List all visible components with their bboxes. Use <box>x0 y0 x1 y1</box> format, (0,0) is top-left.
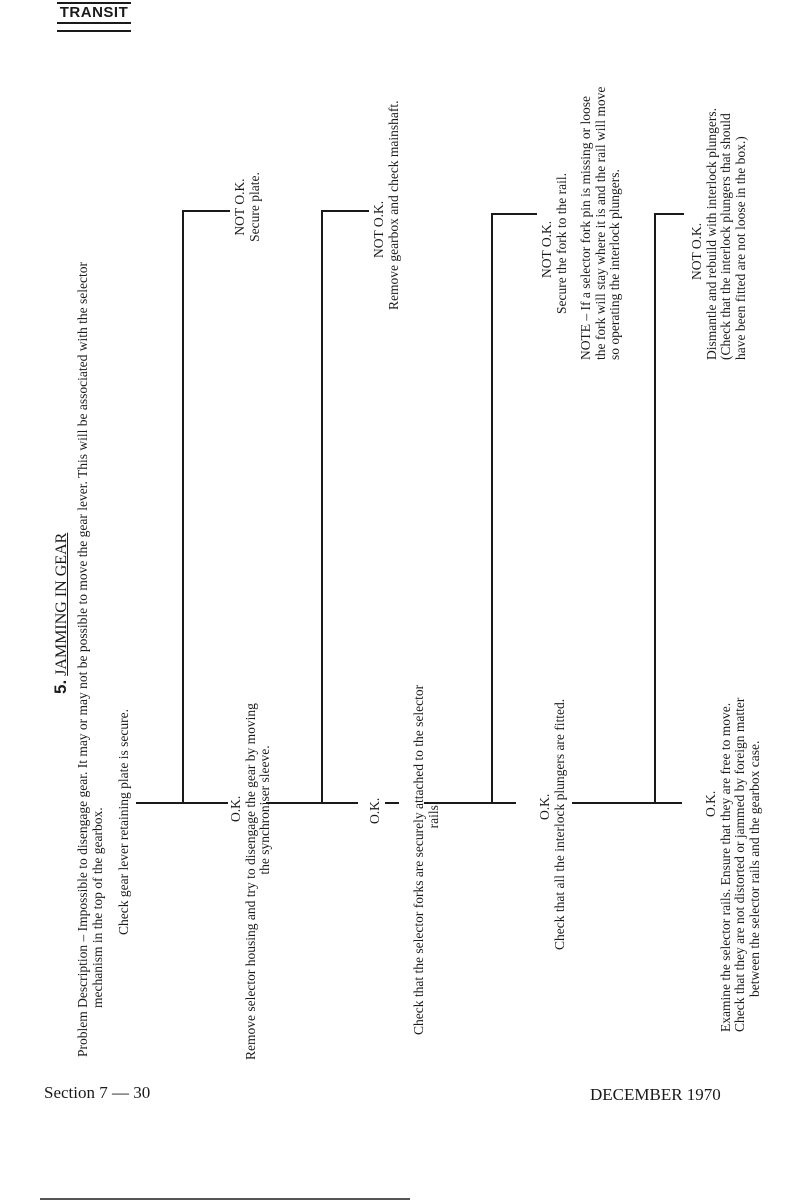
step-4-not-ok <box>690 40 748 360</box>
step-2-check-line-2: the synchroniser sleeve. <box>257 745 272 875</box>
connector-v <box>491 213 493 804</box>
step-5-check-line-3: between the selector rails and the gearbox case. <box>746 740 762 997</box>
problem-description <box>76 157 105 1057</box>
not-ok-action: Secure the fork to the rail. <box>553 173 569 314</box>
connector-h <box>491 213 537 215</box>
note-line-2: the fork will stay where it is and the rail will move <box>592 86 608 360</box>
section-heading <box>52 533 71 694</box>
connector-v <box>654 213 656 804</box>
not-ok-action-line-2: (Check that the interlock plungers that should <box>718 113 733 360</box>
connector-h <box>182 210 230 212</box>
problem-line-2: mechanism in the top of the gearbox. <box>89 807 105 1008</box>
step-1-not-ok <box>233 152 262 262</box>
step-5-ok <box>704 592 762 1032</box>
not-ok-label: NOT O.K. <box>371 200 386 258</box>
ok-label: O.K. <box>537 793 552 820</box>
step-3-not-ok <box>540 20 623 360</box>
step-1-check <box>117 709 132 935</box>
connector-v <box>182 210 184 804</box>
not-ok-label: NOT O.K. <box>232 178 247 236</box>
brand-rule-bottom <box>57 30 131 32</box>
note-line-3: so operating the interlock plungers. <box>607 169 622 360</box>
brand-header <box>57 2 131 32</box>
problem-line-1: Problem Description – Impossible to disengage gear. It may or may not be possible to move the gear lever. This will be associated with the selector <box>75 262 90 1057</box>
brand-title: TRANSIT <box>59 4 129 21</box>
ok-label: O.K. <box>367 797 382 824</box>
step-5-check-line-2: Check that they are not distorted or jammed by foreign matter <box>732 697 747 1032</box>
step-3-check-line-1: Check that the selector forks are securely attached to the selector <box>411 684 426 1035</box>
ok-label: O.K. <box>228 795 243 822</box>
section-title: JAMMING IN GEAR <box>53 532 70 676</box>
step-3-check <box>412 595 441 1035</box>
step-3-check-line-2: rails. <box>425 801 441 829</box>
brand-rule-mid <box>57 22 131 24</box>
step-5-check-line-1: Examine the selector rails. Ensure that they are free to move. <box>717 702 733 1032</box>
connector-h <box>654 213 684 215</box>
section-number: 5. <box>51 679 70 694</box>
step-2-ok <box>229 560 273 1060</box>
connector-h <box>385 802 399 804</box>
not-ok-action-line-3: have been fitted are not loose in the box.) <box>732 136 748 360</box>
step-2-check-line-1: Remove selector housing and try to disengage the gear by moving <box>242 703 258 1060</box>
not-ok-action: Remove gearbox and check mainshaft. <box>385 100 401 310</box>
connector-v <box>321 210 323 804</box>
step-4-check-line: Check that all the interlock plungers are fitted. <box>551 698 567 950</box>
connector-h <box>572 802 682 804</box>
step-2-not-ok <box>372 80 401 310</box>
note-line-1: NOTE – If a selector fork pin is missing or loose <box>578 96 593 360</box>
connector-h <box>321 210 369 212</box>
not-ok-label: NOT O.K. <box>689 222 704 280</box>
connector-h <box>266 802 358 804</box>
not-ok-action: Secure plate. <box>246 172 262 242</box>
ok-label: O.K. <box>703 790 718 817</box>
footer-date: DECEMBER 1970 <box>590 1085 721 1104</box>
step-4-ok <box>538 650 567 950</box>
step-3-ok-label <box>368 798 383 824</box>
footer-section: Section 7 — 30 <box>44 1083 151 1102</box>
not-ok-label: NOT O.K. <box>539 220 554 278</box>
step-1-check-line: Check gear lever retaining plate is secure. <box>116 708 131 935</box>
not-ok-action-line-1: Dismantle and rebuild with interlock plungers. <box>703 108 719 360</box>
